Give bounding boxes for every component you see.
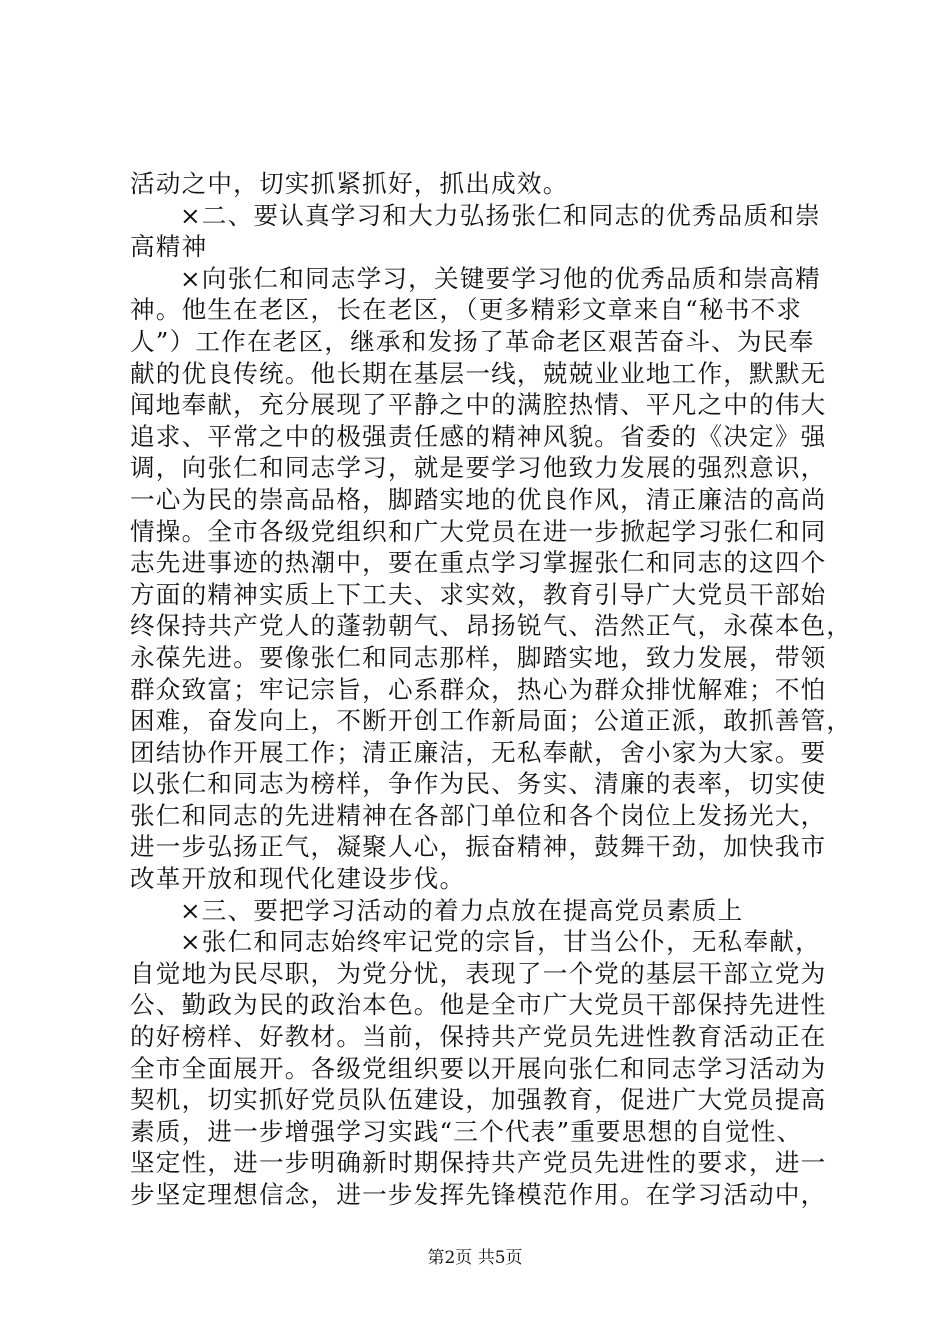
text-line: 素质，进一步增强学习实践“三个代表”重要思想的自觉性、 [130,1116,803,1146]
text-line: 调，向张仁和同志学习，就是要学习他致力发展的强烈意识， [130,453,827,483]
text-line: 张仁和同志的先进精神在各部门单位和各个岗位上发扬光大， [130,800,827,830]
text-line: 群众致富；牢记宗旨，心系群众，热心为群众排忧解难；不怕 [130,674,827,704]
page-footer: 第2页 共5页 [427,1248,523,1268]
text-line: 终保持共产党人的蓬勃朝气、昂扬锐气、浩然正气，永葆本色， [130,611,853,641]
text-line: 全市全面展开。各级党组织要以开展向张仁和同志学习活动为 [130,1053,827,1083]
text-line: 高精神 [130,232,208,262]
text-line: 团结协作开展工作；清正廉洁，无私奉献，舍小家为大家。要 [130,737,827,767]
text-line: 的好榜样、好教材。当前，保持共产党员先进性教育活动正在 [130,1022,827,1052]
text-line: 坚定性，进一步明确新时期保持共产党员先进性的要求，进一 [130,1148,827,1178]
text-line: ×二、要认真学习和大力弘扬张仁和同志的优秀品质和崇 [180,200,821,230]
text-line: ×张仁和同志始终牢记党的宗旨，甘当公仆，无私奉献， [180,927,821,957]
text-line: 追求、平常之中的极强责任感的精神风貌。省委的《决定》强 [130,421,827,451]
text-line: 志先进事迹的热潮中，要在重点学习掌握张仁和同志的这四个 [130,548,827,578]
text-line: 一心为民的崇高品格，脚踏实地的优良作风，清正廉洁的高尚 [130,484,827,514]
text-line: 以张仁和同志为榜样，争作为民、务实、清廉的表率，切实使 [130,769,827,799]
text-line: 献的优良传统。他长期在基层一线，兢兢业业地工作，默默无 [130,358,827,388]
text-line: 永葆先进。要像张仁和同志那样，脚踏实地，致力发展，带领 [130,642,827,672]
text-line: 方面的精神实质上下工夫、求实效，教育引导广大党员干部始 [130,579,827,609]
text-line: 活动之中，切实抓紧抓好，抓出成效。 [130,169,569,198]
text-line: 契机，切实抓好党员队伍建设，加强教育，促进广大党员提高 [130,1085,827,1115]
text-line: 公、勤政为民的政治本色。他是全市广大党员干部保持先进性 [130,990,827,1020]
text-line: 情操。全市各级党组织和广大党员在进一步掀起学习张仁和同 [130,516,827,546]
text-line: 困难，奋发向上，不断开创工作新局面；公道正派，敢抓善管， [130,706,853,736]
text-line: 人”）工作在老区，继承和发扬了革命老区艰苦奋斗、为民奉 [130,326,815,356]
text-line: 闻地奉献，充分展现了平静之中的满腔热情、平凡之中的伟大 [130,390,827,420]
text-line: 步坚定理想信念，进一步发挥先锋模范作用。在学习活动中， [130,1180,827,1209]
text-line: 改革开放和现代化建设步伐。 [130,864,466,894]
text-line: 自觉地为民尽职，为党分忧，表现了一个党的基层干部立党为 [130,958,827,988]
text-line: 进一步弘扬正气，凝聚人心，振奋精神，鼓舞干劲，加快我市 [130,832,827,862]
text-line: ×三、要把学习活动的着力点放在提高党员素质上 [180,895,744,925]
text-line: 神。他生在老区，长在老区，（更多精彩文章来自“秘书不求 [130,295,803,325]
text-line: ×向张仁和同志学习，关键要学习他的优秀品质和崇高精 [180,263,821,293]
document-body [130,168,853,1211]
